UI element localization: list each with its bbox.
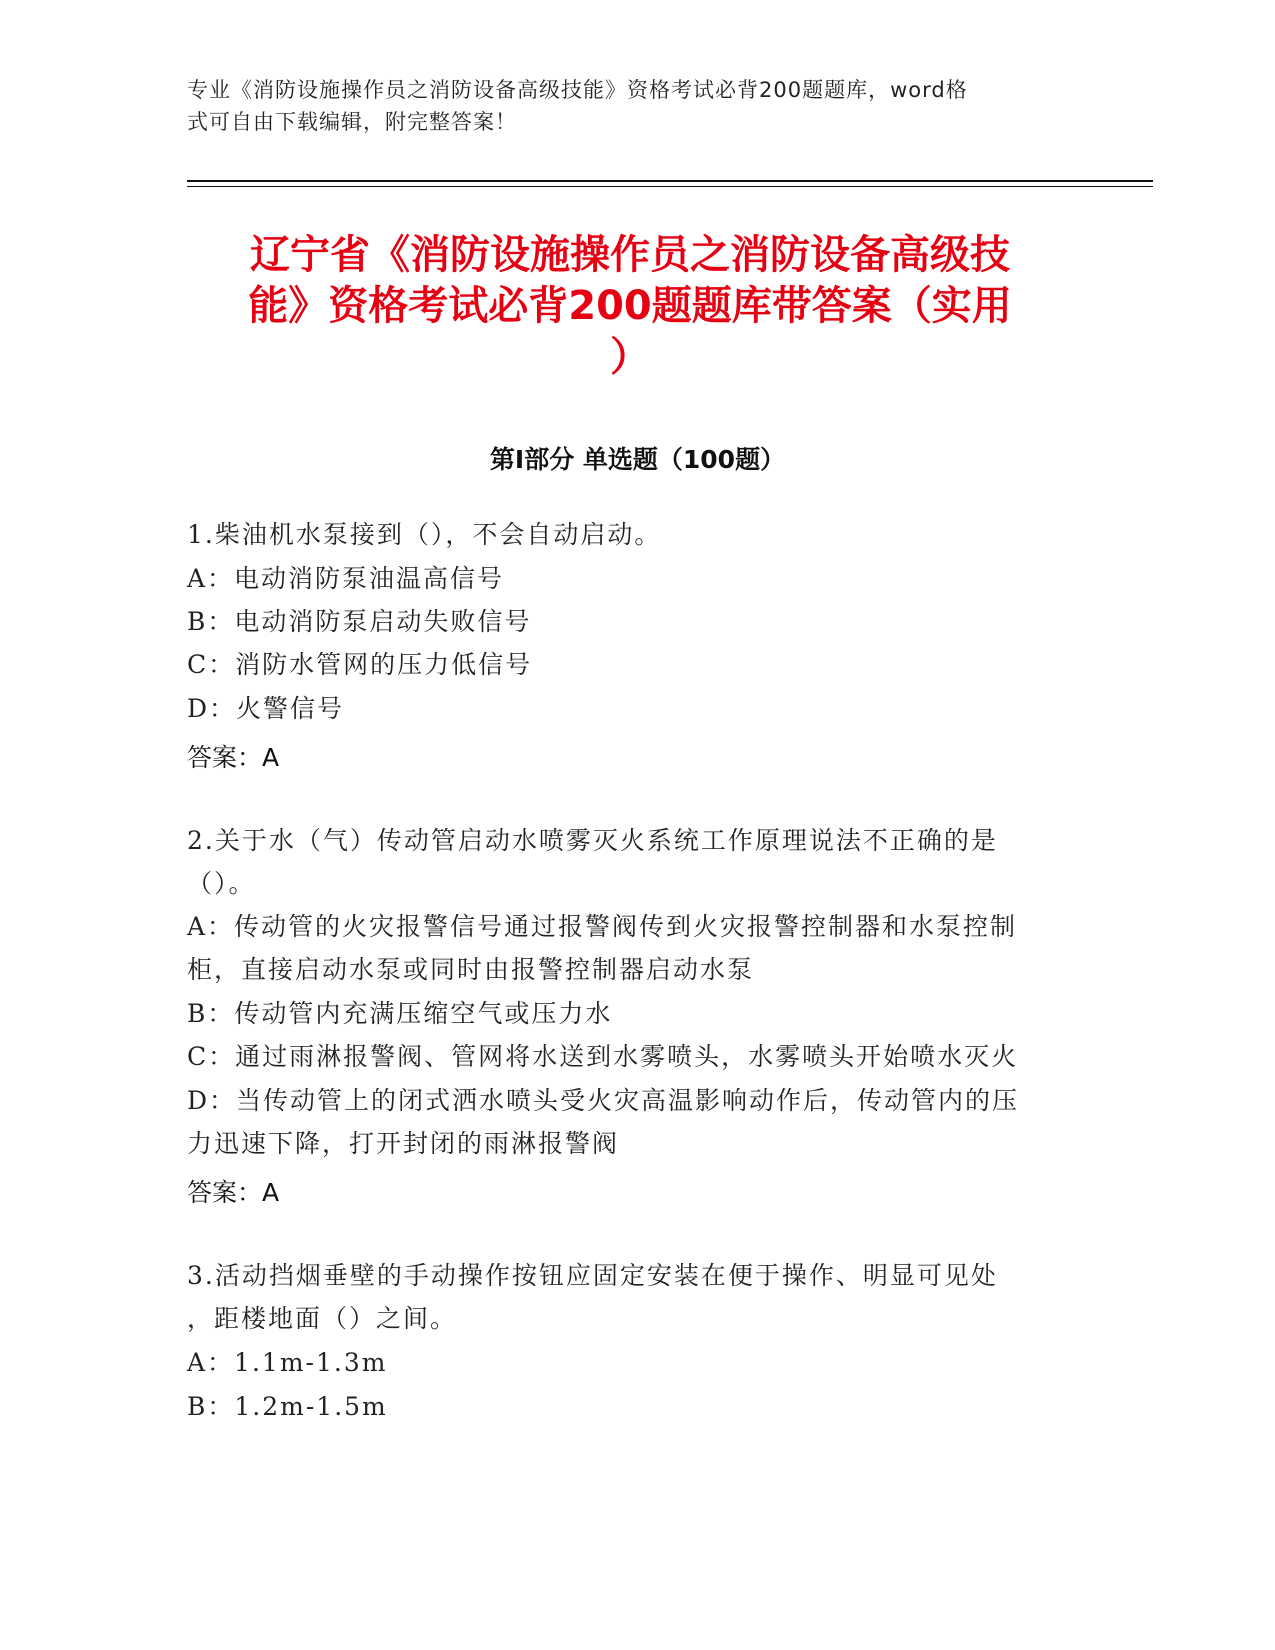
question-1-option-c: C：消防水管网的压力低信号: [187, 650, 533, 679]
question-2-answer: 答案：A: [187, 1178, 280, 1207]
title-line-1: 辽宁省《消防设施操作员之消防设备高级技: [250, 232, 1010, 278]
header-note: [187, 74, 1067, 138]
question-1-answer: 答案：A: [187, 743, 280, 772]
question-1-option-b: B：电动消防泵启动失败信号: [187, 607, 532, 636]
question-2-option-a-line-1: A：传动管的火灾报警信号通过报警阀传到火灾报警控制器和水泵控制: [187, 912, 1018, 941]
question-2-stem-line-2: （）。: [187, 869, 256, 898]
question-3-option-a: A：1.1m-1.3m: [187, 1348, 388, 1377]
question-2-option-d-line-2: 力迅速下降，打开封闭的雨淋报警阀: [187, 1129, 620, 1158]
title-line-2: 能》资格考试必背200题题库带答案（实用: [248, 283, 1012, 329]
question-2-option-b: B：传动管内充满压缩空气或压力水: [187, 999, 613, 1028]
question-1-stem: 1.柴油机水泵接到（），不会自动启动。: [187, 520, 662, 549]
header-divider-thick: [187, 180, 1153, 182]
header-note-line-1: 专业《消防设施操作员之消防设备高级技能》资格考试必背200题题库，word格: [187, 78, 968, 102]
document-title: [190, 230, 1070, 383]
title-line-3: ）: [610, 334, 650, 380]
question-3-option-b: B：1.2m-1.5m: [187, 1392, 388, 1421]
section-heading: 第I部分 单选题（100题）: [489, 445, 786, 474]
question-1-option-d: D：火警信号: [187, 694, 345, 723]
question-3-stem-line-2: ，距楼地面（）之间。: [187, 1304, 458, 1333]
question-2-stem-line-1: 2.关于水（气）传动管启动水喷雾灭火系统工作原理说法不正确的是: [187, 826, 998, 855]
header-divider-thin: [187, 186, 1153, 187]
question-2-option-a-line-2: 柜，直接启动水泵或同时由报警控制器启动水泵: [187, 955, 755, 984]
question-2-option-c: C：通过雨淋报警阀、管网将水送到水雾喷头，水雾喷头开始喷水灭火: [187, 1042, 1019, 1071]
question-2-option-d-line-1: D：当传动管上的闭式洒水喷头受火灾高温影响动作后，传动管内的压: [187, 1086, 1020, 1115]
question-3-stem-line-1: 3.活动挡烟垂壁的手动操作按钮应固定安装在便于操作、明显可见处: [187, 1261, 998, 1290]
question-1-option-a: A：电动消防泵油温高信号: [187, 564, 505, 593]
header-note-line-2: 式可自由下载编辑，附完整答案！: [187, 110, 517, 134]
